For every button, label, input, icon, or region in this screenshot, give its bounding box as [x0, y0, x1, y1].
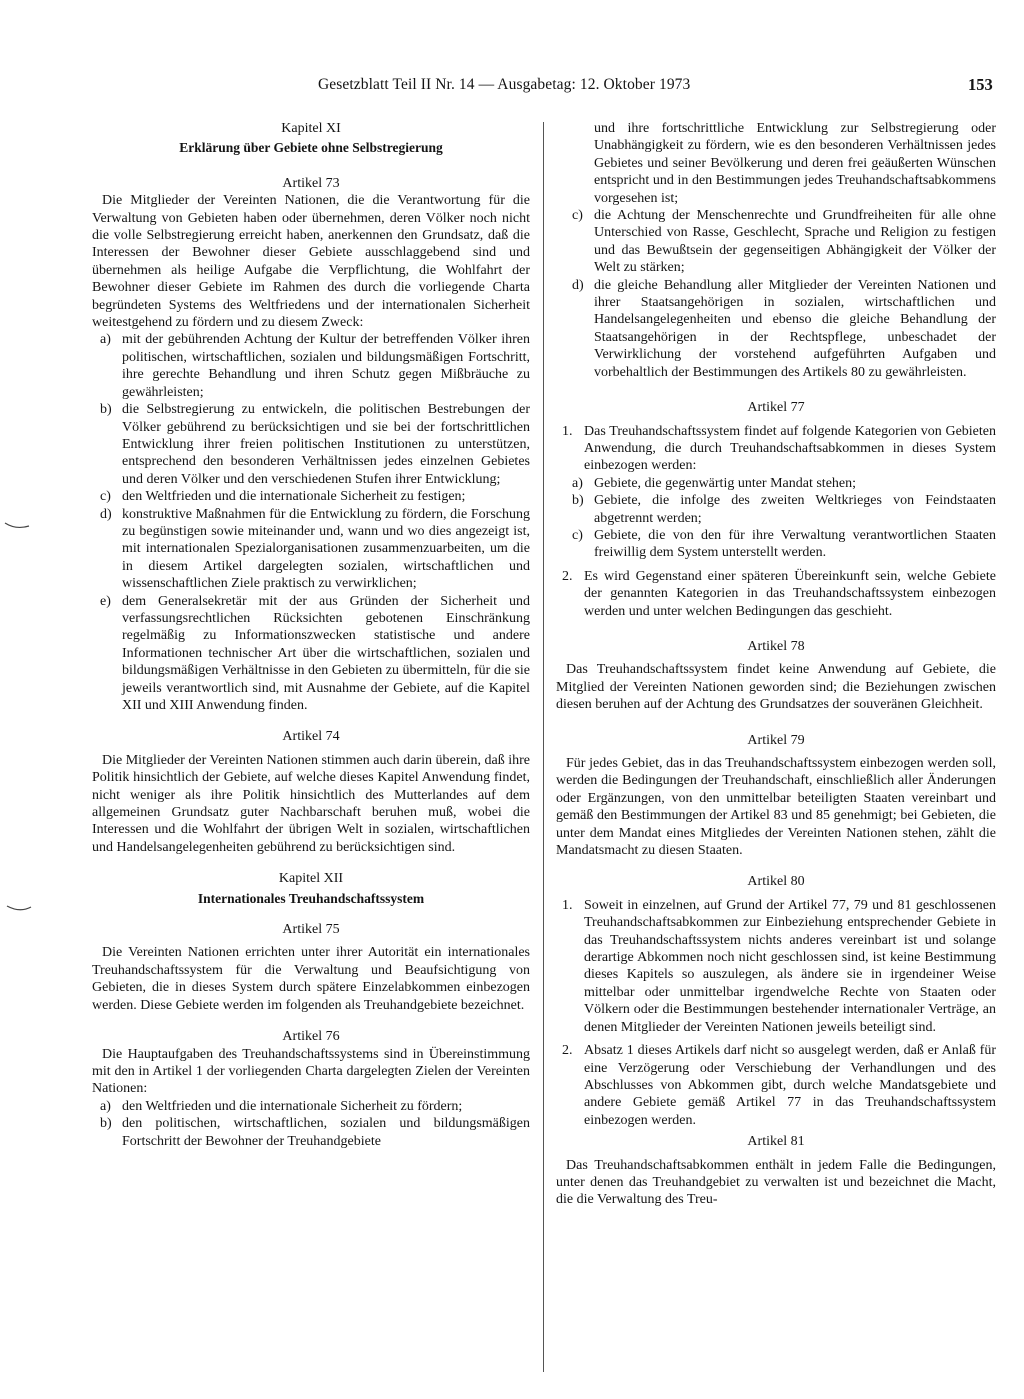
article-title: Artikel 73 — [282, 175, 340, 191]
right-column — [556, 120, 996, 1209]
list-text: dem Generalsekretär mit der aus Gründen der Sicherheit und verfassungsrechtlichen Rücksichten gebotenen Einschränkung regelmäßig zu Informationszwecken statistische und andere Informationen technischer Art über die wirtschaftlichen, sozialen und bildungsmäßigen Verhältnisse in den Gebieten zu übermitteln, für die sie jeweils verantwortlich sind, mit Ausnahme der Gebiete, auf die Kapitel XII und XIII Anwendung finden. — [122, 593, 530, 713]
margin-pencil-mark — [6, 904, 32, 914]
numbered-paragraph — [556, 1042, 996, 1129]
article-paragraph: Die Vereinten Nationen errichten unter ihrer Autorität ein internationales Treuhandschaftssystem für die Verwaltung und Beaufsichtigung von Gebieten, die in dieses System durch spätere Einzelabkommen einbezogen werden. Diese Gebiete werden im folgenden als Treuhandgebiete bezeichnet. — [92, 945, 530, 1013]
list-item — [572, 277, 996, 381]
list-marker: a) — [100, 332, 111, 348]
list-text: die gleiche Behandlung aller Mitglieder der Vereinten Nationen und ihrer Staatsangehörigen in sozialen, wirtschaftlichen und Handelsangelegenheiten und ebenso die gleiche Behandlung der Staatsangehörigen in der Rechtspflege, unbeschadet der Verwirklichung der vorstehend aufgeführten Aufgaben und vorbehaltlich der Bestimmungen des Artikels 80 zu gewährleisten. — [594, 277, 996, 380]
article-title: Artikel 80 — [747, 874, 805, 890]
list-item — [568, 492, 996, 527]
article-paragraph: Das Treuhandschaftsabkommen enthält in jedem Falle die Bedingungen, unter denen das Treuhandgebiet zu verwalten ist und bezeichnet die Macht, die die Verwaltung des Treu- — [556, 1157, 996, 1208]
list-item — [92, 488, 530, 505]
list-text: Gebiete, die infolge des zweiten Weltkrieges von Feindstaaten abgetrennt werden; — [594, 493, 996, 526]
left-column — [92, 120, 530, 1150]
chapter-title: Kapitel XI — [281, 121, 341, 136]
article-title: Artikel 75 — [282, 922, 340, 938]
list-text: Gebiete, die von den für ihre Verwaltung verantwortlichen Staaten freiwillig dem System unterstellt werden. — [594, 527, 996, 561]
list-marker: d) — [100, 506, 112, 522]
list-item — [92, 401, 530, 488]
column-divider — [543, 122, 544, 1372]
article-paragraph: Das Treuhandschaftssystem findet keine Anwendung auf Gebiete, die Mitglied der Vereinten Nationen geworden sind; die Beziehungen zwischen diesen beruhen auf der Achtung des Grundsatzes der souveränen Gleichheit. — [556, 662, 996, 713]
article-title: Artikel 78 — [747, 638, 805, 654]
list-text-continuation: und ihre fortschrittliche Entwicklung zur Selbstregierung oder Unabhängigkeit zu fördern, wie es den besonderen Verhältnissen jedes Gebietes und seiner Bevölkerung und deren frei geäußerten Wünschen entspricht und in den Bestimmungen jedes Treuhandschaftsabkommens vorgesehen ist; — [594, 121, 996, 206]
list-marker: e) — [100, 593, 111, 609]
page-number: 153 — [968, 75, 993, 94]
paragraph-text: Soweit in einzelnen, auf Grund der Artikel 77, 79 und 81 geschlossenen Treuhandschaftsabkommen zur Einbeziehung entsprechender Gebiete in das Treuhandschaftssystem nichts anderes vereinbart ist und solange derartige Abkommen noch nicht geschlossen sind, ist keine Bestimmung dieses Kapitels so auszulegen, als ändere sie in irgendeiner Weise mittelbar oder unmittelbar irgendwelche Rechte von Staaten oder Völkern oder die Bestimmungen bestehender internationaler Verträge, an denen Mitglieder der Vereinten Nationen jeweils beteiligt sind. — [584, 897, 996, 1035]
chapter-subtitle: Erklärung über Gebiete ohne Selbstregierung — [179, 140, 443, 156]
paragraph-text: Absatz 1 dieses Artikels darf nicht so ausgelegt werden, daß er Anlaß für eine Verzögerung oder Verschiebung der Verhandlungen und des Abschlusses von Abkommen gibt, durch welche Mandatsgebiete und andere Gebiete gemäß Artikel 77 in das Treuhandschaftssystem einbezogen werden. — [584, 1043, 996, 1128]
list-marker: b) — [100, 402, 112, 418]
numbered-paragraph — [556, 897, 996, 1036]
list-text: mit der gebührenden Achtung der Kultur der betreffenden Völker ihren politischen, wirtschaftlichen, sozialen und bildungsmäßigen Fortschritt, ihre gerechte Behandlung und ihren Schutz gegen Mißbräuche zu gewährleisten; — [122, 332, 530, 400]
list-marker: a) — [572, 475, 583, 491]
list-marker: c) — [572, 527, 583, 543]
sub-list — [568, 475, 996, 562]
margin-pencil-mark — [4, 520, 30, 530]
list-item — [92, 1115, 530, 1150]
list-text: Gebiete, die gegenwärtig unter Mandat stehen; — [594, 475, 857, 491]
list-item — [92, 593, 530, 715]
chapter-title: Kapitel XII — [278, 871, 344, 887]
list-text: den Weltfrieden und die internationale Sicherheit zu fördern; — [122, 1098, 463, 1114]
list-text: konstruktive Maßnahmen für die Entwicklung zu fördern, die Forschung zu begünstigen sowie miteinander und, wann und wo dies angezeigt ist, mit internationalen Spezialorganisationen zusammenzuarbeiten, um die in diesem Artikel dargelegten sozialen, wirtschaftlichen und wissenschaftlichen Ziele praktisch zu verwirklichen; — [122, 506, 530, 592]
list-marker: b) — [100, 1116, 112, 1132]
list-item — [92, 331, 530, 401]
paragraph-number: 1. — [562, 423, 573, 439]
article-title: Artikel 76 — [282, 1029, 340, 1045]
article-title: Artikel 74 — [282, 729, 340, 745]
list-marker: b) — [572, 493, 584, 509]
article-title: Artikel 81 — [747, 1134, 805, 1150]
list-item — [568, 527, 996, 562]
list-text: die Achtung der Menschenrechte und Grundfreiheiten für alle ohne Unterschied von Rasse, Geschlecht, Sprache und Religion zu festigen und das Bewußtsein der gegenseitigen Abhängigkeit der Völker der Welt zu stärken; — [594, 208, 996, 276]
list-item — [92, 1098, 530, 1115]
list-marker: c) — [572, 208, 583, 224]
list-text: die Selbstregierung zu entwickeln, die politischen Bestrebungen der Völker gebührend zu berücksichtigen und sie bei der fortschrittlichen Entwicklung ihrer freien politischen Institutionen zu unterstützen, entsprechend den besonderen Verhältnissen jedes einzelnen Gebietes und deren Völker und den verschiedenen Stufen ihrer Entwicklung; — [122, 402, 530, 487]
numbered-paragraph — [556, 568, 996, 620]
paragraph-number: 1. — [562, 897, 573, 913]
page-header — [0, 76, 1024, 98]
list-marker: c) — [100, 489, 111, 505]
article-title: Artikel 79 — [747, 732, 805, 748]
header-title: Gesetzblatt Teil II Nr. 14 — Ausgabetag: 12. Oktober 1973 — [318, 76, 691, 93]
list-item — [568, 475, 996, 492]
list-marker: a) — [100, 1098, 111, 1114]
list-item — [572, 207, 996, 277]
paragraph-number: 2. — [562, 568, 573, 584]
article-paragraph: Die Mitglieder der Vereinten Nationen, die die Verantwortung für die Verwaltung von Gebieten haben oder übernehmen, deren Völker noch nicht die volle Selbstregierung erreicht haben, anerkennen den Grundsatz, daß die Interessen der Bewohner dieser Gebiete ausschlaggebend sind und übernehmen als heilige Aufgabe die Verpflichtung, die Wohlfahrt der Bewohner dieser Gebiete im Rahmen des durch die vorliegende Charta begründeten Systems des Weltfriedens und der internationalen Sicherheit weitestgehend zu fördern und zu diesem Zweck: — [92, 193, 530, 331]
article-paragraph: Die Hauptaufgaben des Treuhandschaftssystems sind in Übereinstimmung mit den in Artikel 1 der vorliegenden Charta dargelegten Zielen der Vereinten Nationen: — [92, 1046, 530, 1097]
paragraph-text: Es wird Gegenstand einer späteren Übereinkunft sein, welche Gebiete der genannten Kategorien in das Treuhandschaftssystem einbezogen werden und unter welchen Bedingungen das geschieht. — [584, 568, 996, 619]
paragraph-text: Das Treuhandschaftssystem findet auf folgende Kategorien von Gebieten Anwendung, die durch Treuhandschaftsabkommen in dieses System einbezogen werden: — [584, 423, 996, 474]
list-item — [92, 506, 530, 593]
article-paragraph: Die Mitglieder der Vereinten Nationen stimmen auch darin überein, daß ihre Politik hinsichtlich der Gebiete, auf welche dieses Kapitel Anwendung findet, nicht weniger als ihre Politik hinsichtlich des Mutterlandes auf dem allgemeinen Grundsatz guter Nachbarschaft beruhen muß, wobei die Interessen und die Wohlfahrt der übrigen Welt in sozialen, wirtschaftlichen und Handelsangelegenheiten gebührend zu berücksichtigen sind. — [92, 752, 530, 855]
list-marker: d) — [572, 277, 584, 293]
paragraph-number: 2. — [562, 1043, 573, 1059]
list-text: den Weltfrieden und die internationale Sicherheit zu festigen; — [122, 489, 466, 505]
numbered-paragraph — [556, 423, 996, 475]
list-text: den politischen, wirtschaftlichen, sozialen und bildungsmäßigen Fortschritt der Bewohner der Treuhandgebiete — [122, 1116, 530, 1149]
article-title: Artikel 77 — [747, 400, 805, 416]
article-paragraph: Für jedes Gebiet, das in das Treuhandschaftssystem einbezogen werden soll, werden die Bedingungen der Treuhandschaft, einschließlich aller Änderungen oder Ergänzungen, von den unmittelbar beteiligten Staaten vereinbart und gemäß den Bestimmungen der Artikel 83 und 85 genehmigt; bei Gebieten, die unter dem Mandat eines Mitgliedes der Vereinten Nationen stehen, zählt die Mandatsmacht zu diesen Staaten. — [556, 756, 996, 859]
chapter-subtitle: Internationales Treuhandschaftssystem — [197, 890, 425, 906]
